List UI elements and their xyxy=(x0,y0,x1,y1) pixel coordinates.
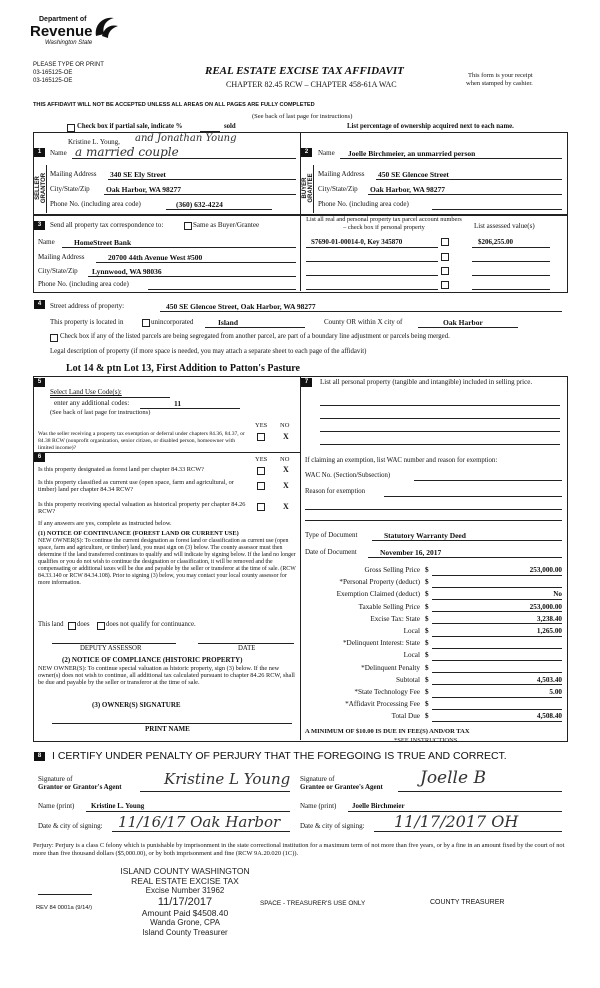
section-2-number: 2 xyxy=(301,148,312,157)
tax-corr-city-label: City/State/Zip xyxy=(38,267,78,275)
logo-revenue: Revenue xyxy=(30,23,93,40)
forest-land-yes-checkbox[interactable] xyxy=(257,467,265,475)
section-1-number: 1 xyxy=(34,148,45,157)
current-use-no-x[interactable]: X xyxy=(283,481,289,490)
grantor-signature-label-2: Grantor or Grantor's Agent xyxy=(38,783,122,791)
tax-row-value[interactable]: 4,503.40 xyxy=(536,675,562,684)
buyer-name-value[interactable]: Joelle Birchmeier, an unmarried person xyxy=(348,149,476,158)
tax-row-currency: $ xyxy=(425,700,429,709)
grantor-name-print-value[interactable]: Kristine L. Young xyxy=(91,802,145,810)
tax-row-currency: $ xyxy=(425,614,429,623)
seller-name-handwritten-1: and Jonathan Young xyxy=(135,133,237,144)
form-num-3: 03-165125-OE xyxy=(33,78,73,84)
stamp-line: Excise Number 31962 xyxy=(145,886,225,895)
parcel-1-checkbox[interactable] xyxy=(441,238,449,246)
parcel-header: List all real and personal property tax parcel account numbers – check box if personal property xyxy=(306,216,462,231)
grantor-name-print-label: Name (print) xyxy=(38,802,75,810)
tax-corr-label: Send all property tax correspondence to: xyxy=(50,221,164,229)
grantee-date-city-value[interactable]: 11/17/2017 OH xyxy=(394,812,519,831)
stamp-line: REAL ESTATE EXCISE TAX xyxy=(131,876,239,886)
section-7-number: 7 xyxy=(301,378,312,387)
land-use-see-back: (See back of last page for instructions) xyxy=(50,409,151,416)
stamp-line: Amount Paid $4508.40 xyxy=(141,908,229,918)
grantee-date-city-label: Date & city of signing: xyxy=(300,822,365,830)
treasurer-stamp xyxy=(100,866,270,937)
tax-row-currency: $ xyxy=(425,639,429,648)
tax-row-value[interactable]: 3,238.40 xyxy=(536,614,562,623)
tax-row-value[interactable]: 253,000.00 xyxy=(529,566,562,574)
tax-row-currency: $ xyxy=(425,688,429,696)
owner-signature-label: (3) OWNER(S) SIGNATURE xyxy=(92,701,181,709)
current-use-question: Is this property classified as current use (open space, farm and agricultural, or timber) land per chapter 84.34 RCW? xyxy=(38,479,234,493)
grantee-signature[interactable]: Joelle B xyxy=(420,768,486,788)
additional-codes-label: enter any additional codes: xyxy=(54,399,130,407)
unincorporated-label: unincorporated xyxy=(151,318,194,326)
parcel-3-checkbox[interactable] xyxy=(441,267,449,275)
assessed-value[interactable]: $206,255.00 xyxy=(478,238,513,246)
county-city-label: County OR within X city of xyxy=(324,318,403,326)
tax-row-currency: $ xyxy=(425,663,429,672)
personal-property-label: List all personal property (tangible and intangible) included in selling price. xyxy=(320,378,533,386)
seller-name-typed: Kristine L. Young, xyxy=(68,138,120,146)
tax-row-label: Excise Tax: State xyxy=(370,614,420,623)
seller-city-value[interactable]: Oak Harbor, WA 98277 xyxy=(106,185,182,194)
street-address-label: Street address of property: xyxy=(50,302,125,310)
buyer-city-label: City/State/Zip xyxy=(318,185,358,193)
see-instructions-note: *SEE INSTRUCTIONS xyxy=(394,737,458,744)
buyer-phone-label: Phone No. (including area code) xyxy=(318,200,409,208)
see-back-note: (See back of last page for instructions) xyxy=(252,113,353,120)
section-8-number: 8 xyxy=(34,752,45,761)
historic-no-x[interactable]: X xyxy=(283,502,289,511)
print-name-label: PRINT NAME xyxy=(145,725,190,733)
tax-row-currency: $ xyxy=(425,566,429,574)
seller-city-label: City/State/Zip xyxy=(50,185,90,193)
doc-type-label: Type of Document xyxy=(305,531,358,539)
doc-date-value[interactable]: November 16, 2017 xyxy=(380,548,442,557)
tax-corr-address-value[interactable]: 20700 44th Avenue West #500 xyxy=(108,253,203,262)
seller-name-handwritten-2: a married couple xyxy=(75,145,179,159)
buyer-name-label: Name xyxy=(318,149,335,157)
grantee-signature-label-1: Signature of xyxy=(300,775,335,783)
tax-row-value[interactable]: 4,508.40 xyxy=(536,712,562,721)
current-use-yes-checkbox[interactable] xyxy=(257,482,265,490)
grantor-date-city-value[interactable]: 11/16/17 Oak Harbor xyxy=(118,813,281,831)
wac-number-label: WAC No. (Section/Subsection) xyxy=(305,472,391,479)
minimum-fee-note: A MINIMUM OF $10.00 IS DUE IN FEE(S) AND/OR TAX xyxy=(305,728,470,735)
claiming-exemption-label: If claiming an exemption, list WAC number and reason for exemption: xyxy=(305,457,498,464)
logo-line3: Washington State xyxy=(45,40,93,46)
tax-row-label: Gross Selling Price xyxy=(364,566,420,574)
section-4-number: 4 xyxy=(34,300,45,309)
tax-row-currency: $ xyxy=(425,590,429,599)
tax-row-label: Local xyxy=(403,651,420,660)
seller-name-label: Name xyxy=(50,149,67,157)
grantor-signature-label-1: Signature of xyxy=(38,775,73,783)
section-5-number: 5 xyxy=(34,378,45,387)
historic-question: Is this property receiving special valuation as historical property per chapter 84.26 RCW? xyxy=(38,501,246,515)
same-as-buyer-checkbox[interactable] xyxy=(184,222,192,230)
buyer-side-label: BUYER GRANTEE xyxy=(302,173,314,203)
land-use-yes: YES xyxy=(255,422,268,429)
this-land-label: This land xyxy=(38,621,64,628)
buyer-city-value[interactable]: Oak Harbor, WA 98277 xyxy=(370,185,446,194)
section6-no: NO xyxy=(280,456,290,463)
county-value[interactable]: Island xyxy=(218,318,239,327)
located-label: This property is located in xyxy=(50,318,124,326)
doc-type-value[interactable]: Statutory Warranty Deed xyxy=(384,531,466,540)
forest-land-no-x[interactable]: X xyxy=(283,465,289,474)
same-as-buyer-label: Same as Buyer/Grantee xyxy=(193,221,260,229)
tax-row-label: Local xyxy=(403,627,420,635)
certify-statement: I CERTIFY UNDER PENALTY OF PERJURY THAT THE FOREGOING IS TRUE AND CORRECT. xyxy=(52,750,507,762)
doc-date-label: Date of Document xyxy=(305,548,357,556)
any-yes-note: If any answers are yes, complete as instructed below. xyxy=(38,520,172,527)
tax-row-label: *State Technology Fee xyxy=(354,688,420,696)
assessed-header: List assessed value(s) xyxy=(474,222,535,230)
stamp-line: Island County Treasurer xyxy=(142,927,228,937)
segregated-label: Check box if any of the listed parcels are being segregated from another parcel, are part of a boundary line adjustment or parcels being merged. xyxy=(60,333,450,340)
receipt-note-2: when stamped by cashier. xyxy=(466,80,533,87)
grantor-date-city-label: Date & city of signing: xyxy=(38,822,103,830)
section-6-number: 6 xyxy=(34,453,45,462)
unincorporated-checkbox[interactable] xyxy=(142,319,150,327)
tax-corr-city-value[interactable]: Lynnwood, WA 98036 xyxy=(92,267,162,276)
form-title: REAL ESTATE EXCISE TAX AFFIDAVIT xyxy=(205,65,404,77)
notice-compliance-body: NEW OWNER(S): To continue special valuation as historic property, sign (3) below. If the new owner(s) does not wish to continue, all additional tax calculated pursuant to chapter 84.26 RCW, shall be due and payable by the seller or transferor at the time of sale. xyxy=(38,665,295,686)
historic-yes-checkbox[interactable] xyxy=(257,503,265,511)
county-treasurer-label: COUNTY TREASURER xyxy=(430,899,505,906)
notice-compliance-title: (2) NOTICE OF COMPLIANCE (HISTORIC PROPERTY) xyxy=(62,656,243,664)
notice-continuance-body: NEW OWNER(S): To continue the current designation as forest land or classification as current use (open space, farm and agriculture, or timber) land, you must sign on (3) below. The county assessor must then determine if the land transferred continues to qualify and will indicate by signing below. If the land no longer qualifies or you do not wish to continue the designation or classification, it will be removed and the compensating or additional taxes will be due and payable by the seller or transferor at the time of sale. (RCW 84.33.140 or RCW 84.34.108). Prior to signing (3) below, you may contact your local county assessor for more information. xyxy=(38,538,296,586)
receipt-note-1: This form is your receipt xyxy=(468,72,533,79)
partial-sale-label: Check box if partial sale, indicate % xyxy=(77,123,183,130)
section-3-number: 3 xyxy=(34,221,45,230)
perjury-notice: Perjury: Perjury is a class C felony which is punishable by imprisonment in the state correctional institution for a maximum term of not more than five years, or by a fine in an amount fixed by the court of not more than five thousand dollars ($5,000.00), or by both imprisonment and fine (RCW 9A.20.020 (1C)). xyxy=(33,842,565,857)
form-chapter: CHAPTER 82.45 RCW – CHAPTER 458-61A WAC xyxy=(226,80,397,89)
tax-row-value[interactable]: No xyxy=(553,590,562,599)
tax-row-value[interactable]: 253,000.00 xyxy=(529,602,562,611)
tax-row-currency: $ xyxy=(425,675,429,684)
tax-row-label: *Personal Property (deduct) xyxy=(339,578,420,587)
date-label: DATE xyxy=(238,645,256,652)
logo-line1: Department of xyxy=(39,16,87,23)
tax-row-label: *Affidavit Processing Fee xyxy=(345,700,420,709)
treasurer-space-label: SPACE - TREASURER'S USE ONLY xyxy=(260,900,366,907)
stamp-line: Wanda Grone, CPA xyxy=(150,918,220,927)
tax-row-value[interactable]: 5.00 xyxy=(549,688,562,696)
tax-corr-phone-label: Phone No. (including area code) xyxy=(38,280,129,288)
seller-address-value[interactable]: 340 SE Ely Street xyxy=(110,170,166,179)
rev-number: REV 84 0001a (9/14/) xyxy=(36,905,93,911)
city-value[interactable]: Oak Harbor xyxy=(443,318,483,327)
tax-row-currency: $ xyxy=(425,712,429,721)
form-num-1: PLEASE TYPE OR PRINT xyxy=(33,62,104,68)
grantor-signature[interactable]: Kristine L Young xyxy=(164,770,291,788)
buyer-address-label: Mailing Address xyxy=(318,170,365,178)
tax-corr-name-value[interactable]: HomeStreet Bank xyxy=(74,238,132,247)
legal-description-value[interactable]: Lot 14 & ptn Lot 13, First Addition to Patton's Pasture xyxy=(66,363,300,374)
section6-yes: YES xyxy=(255,456,268,463)
parcel-number[interactable]: S7690-01-00014-0, Key 345870 xyxy=(311,238,403,246)
street-address-value[interactable]: 450 SE Glencoe Street, Oak Harbor, WA 98277 xyxy=(166,302,316,311)
tax-row-label: Exemption Claimed (deduct) xyxy=(336,590,420,599)
list-pct-label: List percentage of ownership acquired next to each name. xyxy=(347,123,514,130)
tax-corr-name-label: Name xyxy=(38,238,55,246)
exemption-no-x[interactable]: X xyxy=(283,432,289,441)
land-use-no: NO xyxy=(280,422,290,429)
land-use-code[interactable]: 11 xyxy=(174,399,182,408)
seller-address-label: Mailing Address xyxy=(50,170,97,178)
legal-description-label: Legal description of property (if more space is needed, you may attach a separate sheet to each page of the affidavit) xyxy=(50,348,367,355)
tax-row-currency: $ xyxy=(425,602,429,611)
tax-row-currency: $ xyxy=(425,651,429,660)
stamp-line: ISLAND COUNTY WASHINGTON xyxy=(120,866,250,876)
notice-continuance-title: (1) NOTICE OF CONTINUANCE (FOREST LAND OR CURRENT USE) xyxy=(38,530,239,537)
stamp-line: 11/17/2017 xyxy=(157,895,213,908)
forest-land-question: Is this property designated as forest land per chapter 84.33 RCW? xyxy=(38,466,204,473)
does-not-checkbox[interactable] xyxy=(97,622,105,630)
grantee-signature-label-2: Grantee or Grantee's Agent xyxy=(300,783,383,791)
buyer-address-value[interactable]: 450 SE Glencoe Street xyxy=(378,170,449,179)
reason-exemption-label: Reason for exemption xyxy=(305,488,366,495)
tax-row-label: Total Due xyxy=(391,712,420,721)
select-land-use-label: Select Land Use Code(s): xyxy=(50,388,122,396)
grantee-name-print-label: Name (print) xyxy=(300,802,337,810)
seller-phone-value[interactable]: (360) 632-4224 xyxy=(176,200,223,209)
tax-row-label: *Delinquent Penalty xyxy=(361,663,420,672)
sold-label: sold xyxy=(224,123,236,130)
tax-row-label: Subtotal xyxy=(396,675,420,684)
partial-sale-checkbox[interactable] xyxy=(67,124,75,132)
tax-row-label: Taxable Selling Price xyxy=(358,602,420,611)
deputy-assessor-label: DEPUTY ASSESSOR xyxy=(80,645,142,652)
form-num-2: 03-165125-OE xyxy=(33,70,73,76)
seller-phone-label: Phone No. (including area code) xyxy=(50,200,141,208)
tax-row-currency: $ xyxy=(425,627,429,635)
dor-logo-icon xyxy=(92,14,120,40)
does-not-label: does not qualify for continuance. xyxy=(106,621,196,628)
tax-row-label: *Delinquent Interest: State xyxy=(342,639,420,648)
parcel-4-checkbox[interactable] xyxy=(441,281,449,289)
grantee-name-print-value[interactable]: Joelle Birchmeier xyxy=(352,802,405,810)
exemption-question: Was the seller receiving a property tax exemption or deferral under chapters 84.36, 84.37, or 84.38 RCW (nonprofit organization, senior citizen, or disabled person, homeowner with limited income)? xyxy=(38,431,245,451)
tax-row-value[interactable]: 1,265.00 xyxy=(536,627,562,635)
warning-text: THIS AFFIDAVIT WILL NOT BE ACCEPTED UNLESS ALL AREAS ON ALL PAGES ARE FULLY COMPLETED xyxy=(33,102,315,108)
does-checkbox[interactable] xyxy=(68,622,76,630)
tax-row-currency: $ xyxy=(425,578,429,587)
parcel-2-checkbox[interactable] xyxy=(441,253,449,261)
does-label: does xyxy=(77,621,90,628)
segregated-checkbox[interactable] xyxy=(50,334,58,342)
tax-corr-address-label: Mailing Address xyxy=(38,253,85,261)
seller-side-label: SELLER GRANTOR xyxy=(35,172,47,204)
exemption-yes-checkbox[interactable] xyxy=(257,433,265,441)
